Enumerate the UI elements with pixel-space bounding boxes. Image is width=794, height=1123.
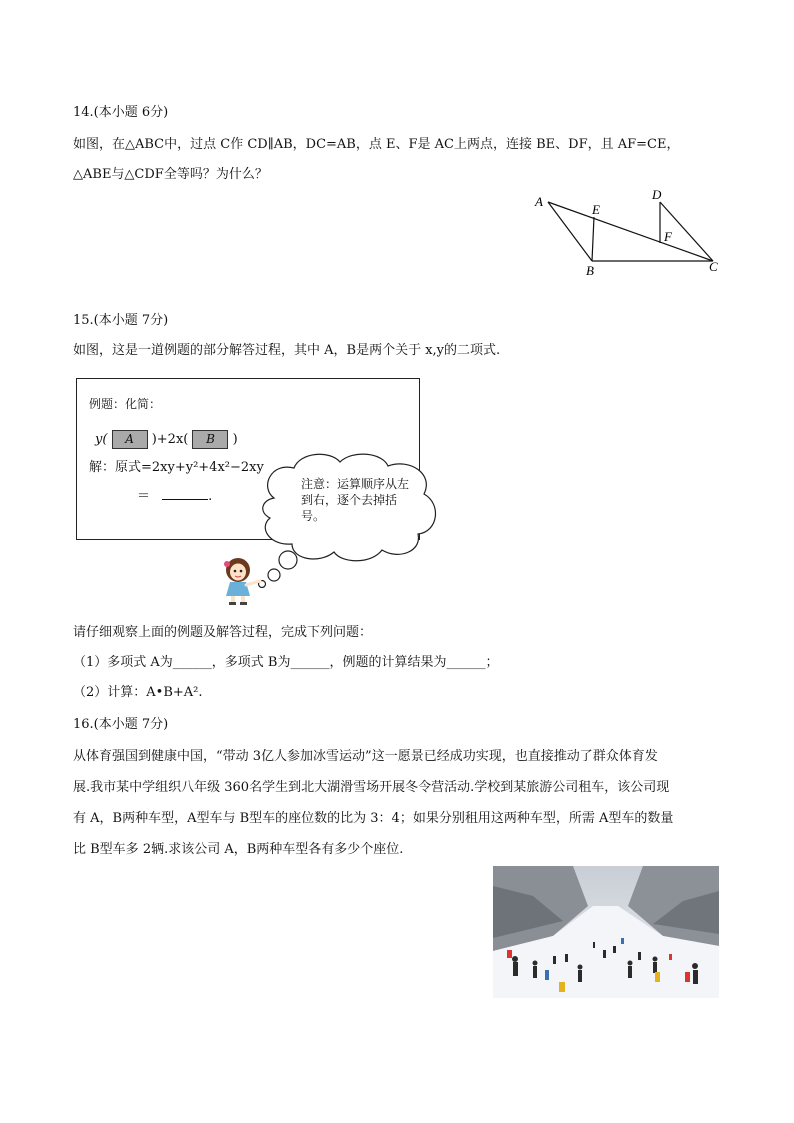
- q15-heading: 15.(本小题 7分): [73, 313, 169, 328]
- triangle-figure: [520, 182, 730, 282]
- result-blank: [162, 487, 208, 500]
- q14-heading: 14.(本小题 6分): [73, 105, 169, 120]
- q16-line-4: 比 B型车多 2辆.求该公司 A，B两种车型各有多少个座位.: [73, 842, 404, 857]
- solution-line: 解：原式=2xy+y²+4x²−2xy: [89, 460, 264, 475]
- expr-y: y(: [95, 432, 108, 447]
- box-b: B: [192, 430, 228, 449]
- label-e: E: [592, 202, 600, 217]
- label-d: D: [652, 187, 662, 202]
- q15-instruction: 请仔细观察上面的例题及解答过程，完成下列问题：: [73, 625, 373, 640]
- expr-close: ): [232, 432, 238, 447]
- q16-line-3: 有 A，B两种车型，A型车与 B型车的座位数的比为 3：4；如果分别租用这两种车型，所需 A型车的数量: [73, 811, 674, 826]
- label-c: C: [709, 259, 718, 274]
- label-f: F: [664, 229, 672, 244]
- q15-sub2: （2）计算：A•B+A².: [73, 685, 203, 700]
- ski-slope-photo: [493, 866, 719, 998]
- expr-mid: )+2x(: [151, 432, 189, 447]
- label-a: A: [535, 194, 543, 209]
- example-title: 例题：化简：: [89, 397, 162, 411]
- q14-statement-line-2: △ABE与△CDF全等吗？为什么？: [73, 167, 268, 182]
- segment-ab: [548, 202, 592, 261]
- q16-heading: 16.(本小题 7分): [73, 717, 169, 732]
- girl-cartoon-icon: [220, 556, 264, 606]
- cloud-note: 注意：运算顺序从左到右，逐个去掉括号。: [301, 477, 410, 523]
- q16-line-2: 展.我市某中学组织八年级 360名学生到北大湖滑雪场开展冬令营活动.学校到某旅游公司租车，该公司现: [73, 780, 670, 795]
- q15-intro: 如图，这是一道例题的部分解答过程，其中 A，B是两个关于 x,y的二项式.: [73, 343, 501, 358]
- label-b: B: [586, 263, 594, 278]
- q14-statement-line-1: 如图，在△ABC中，过点 C作 CD∥AB，DC=AB，点 E、F是 AC上两点，连接 BE、DF，且 AF=CE，: [73, 137, 680, 152]
- box-a: A: [112, 430, 148, 449]
- q15-sub1: （1）多项式 A为______，多项式 B为______，例题的计算结果为______；: [73, 655, 499, 670]
- segment-ac: [548, 202, 713, 261]
- result-line: [137, 485, 212, 504]
- segment-be: [592, 217, 594, 261]
- q16-line-1: 从体育强国到健康中国，“带动 3亿人参加冰雪运动”这一愿景已经成功实现，也直接推动了群众体育发: [73, 749, 658, 764]
- equals-sign: ＝: [137, 489, 151, 504]
- example-expression: [95, 430, 238, 449]
- result-period: .: [208, 489, 213, 504]
